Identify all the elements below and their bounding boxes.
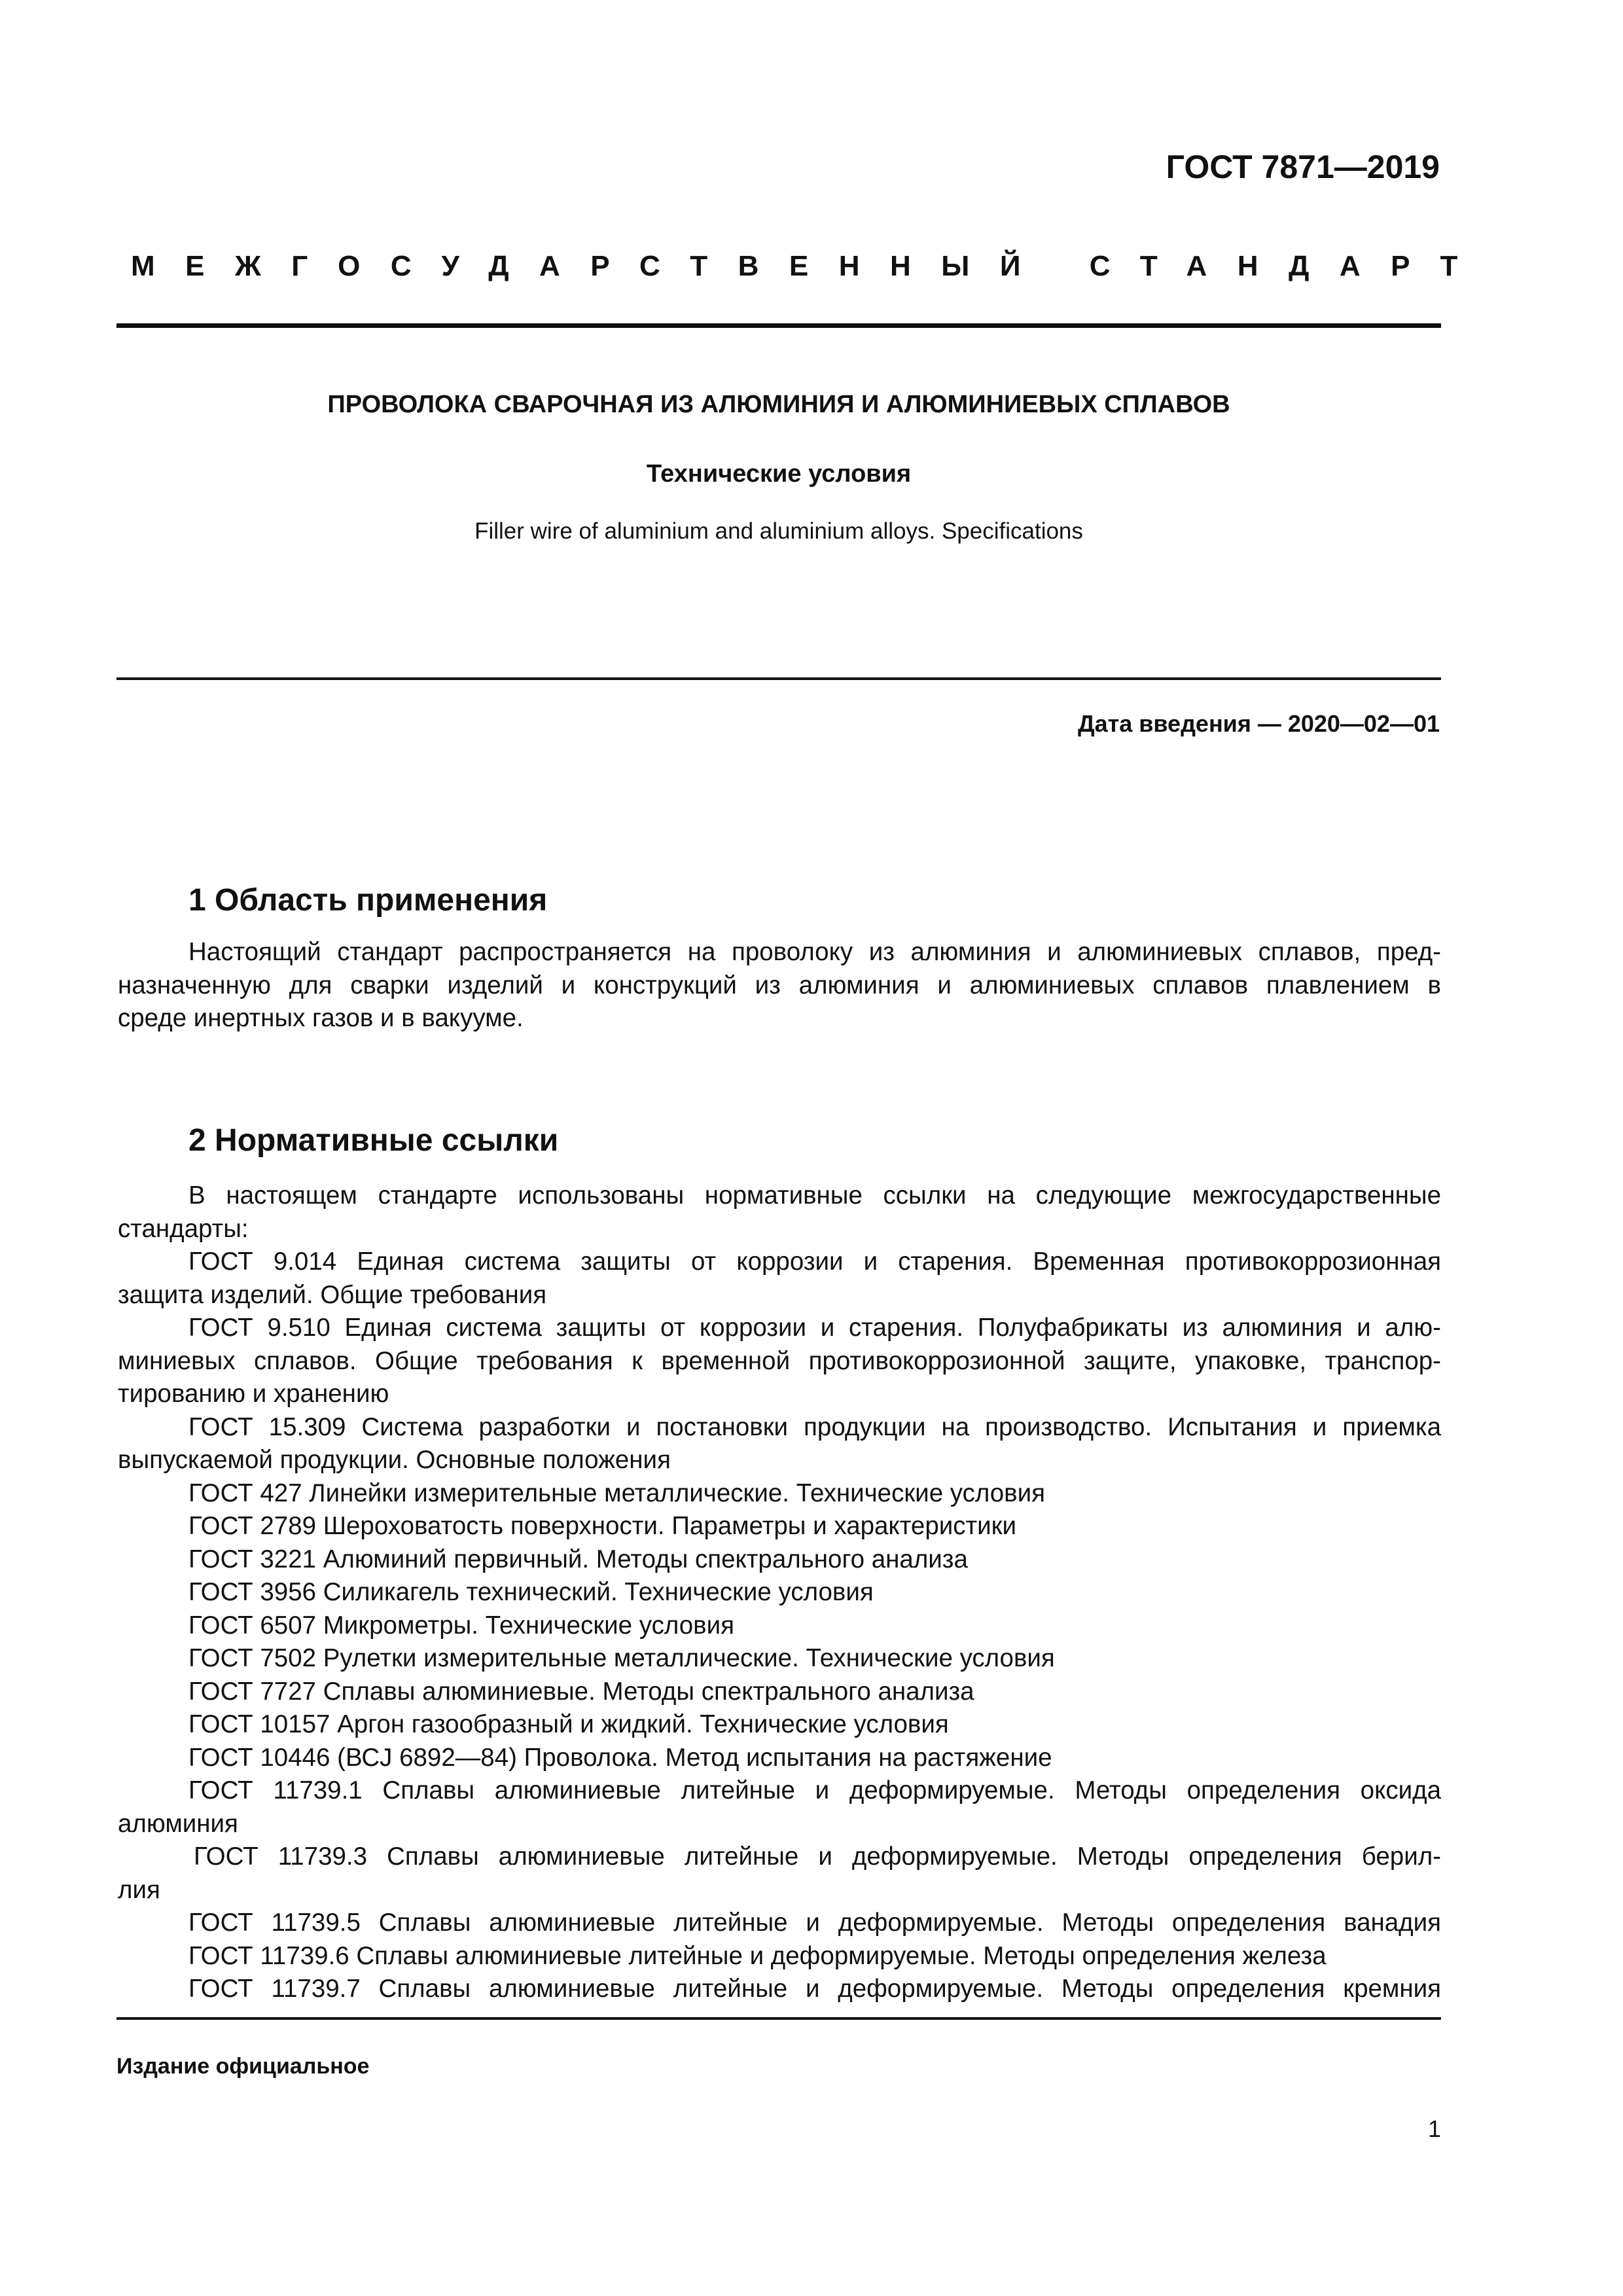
- text-line: миниевых сплавов. Общие требования к временной противокоррозионной защите, упаковке, транспор-: [118, 1346, 1441, 1375]
- document-subtitle: Технические условия: [646, 460, 912, 488]
- introduction-date: Дата введения — 2020—02—01: [1077, 710, 1440, 737]
- text-line: среде инертных газов и в вакууме.: [118, 1004, 524, 1032]
- section-1-paragraph: [118, 936, 1441, 1035]
- text-line: стандарты:: [118, 1214, 249, 1243]
- standard-kind: МЕЖГОСУДАРСТВЕННЫЙ СТАНДАРТ: [131, 250, 1488, 282]
- text-line: назначенную для сварки изделий и конструкций из алюминия и алюминиевых сплавов плавлением в: [118, 971, 1441, 999]
- reference-item: ГОСТ 9.014 Единая система защиты от коррозии и старения. Временная противокоррозионная: [188, 1247, 1441, 1276]
- reference-item: ГОСТ 11739.3 Сплавы алюминиевые литейные и деформируемые. Методы определения берил-: [194, 1842, 1441, 1871]
- reference-item: ГОСТ 3956 Силикагель технический. Технические условия: [188, 1578, 874, 1606]
- reference-item: ГОСТ 2789 Шероховатость поверхности. Параметры и характеристики: [188, 1512, 1016, 1540]
- edition-label: Издание официальное: [116, 2054, 370, 2079]
- reference-item: ГОСТ 10446 (ВСJ 6892—84) Проволока. Метод испытания на растяжение: [188, 1743, 1052, 1772]
- footer-rule: [116, 2017, 1441, 2020]
- reference-item: ГОСТ 11739.5 Сплавы алюминиевые литейные и деформируемые. Методы определения ванадия: [188, 1909, 1441, 1937]
- reference-item: ГОСТ 11739.7 Сплавы алюминиевые литейные и деформируемые. Методы определения кремния: [188, 1975, 1441, 2003]
- section-1-heading: 1 Область применения: [188, 883, 548, 918]
- text-line: Настоящий стандарт распространяется на проволоку из алюминия и алюминиевых сплавов, пред-: [188, 938, 1441, 966]
- reference-item: ГОСТ 15.309 Система разработки и постановки продукции на производство. Испытания и приемка: [188, 1412, 1441, 1441]
- document-title: ПРОВОЛОКА СВАРОЧНАЯ ИЗ АЛЮМИНИЯ И АЛЮМИНИЕВЫХ СПЛАВОВ: [327, 391, 1230, 418]
- title-rule: [116, 677, 1441, 680]
- reference-item: ГОСТ 11739.6 Сплавы алюминиевые литейные и деформируемые. Методы определения железа: [188, 1941, 1327, 1970]
- reference-item: ГОСТ 7727 Сплавы алюминиевые. Методы спектрального анализа: [188, 1677, 974, 1706]
- text-line: выпускаемой продукции. Основные положения: [118, 1446, 671, 1474]
- document-title-english: Filler wire of aluminium and aluminium alloys. Specifications: [474, 518, 1083, 544]
- normative-references-list: [118, 1179, 1441, 2006]
- reference-item: ГОСТ 427 Линейки измерительные металлические. Технические условия: [188, 1479, 1045, 1507]
- text-line: тированию и хранению: [118, 1380, 389, 1408]
- section-2-heading: 2 Нормативные ссылки: [188, 1123, 559, 1158]
- reference-item: ГОСТ 3221 Алюминий первичный. Методы спектрального анализа: [188, 1545, 968, 1573]
- reference-item: ГОСТ 10157 Аргон газообразный и жидкий. Технические условия: [188, 1710, 949, 1738]
- text-line: алюминия: [118, 1809, 238, 1838]
- reference-item: ГОСТ 7502 Рулетки измерительные металлические. Технические условия: [188, 1644, 1055, 1672]
- text-line: защита изделий. Общие требования: [118, 1280, 547, 1309]
- text-line: лия: [118, 1875, 160, 1904]
- header-rule: [116, 323, 1441, 328]
- standard-number: ГОСТ 7871—2019: [1166, 149, 1440, 185]
- reference-item: ГОСТ 11739.1 Сплавы алюминиевые литейные и деформируемые. Методы определения оксида: [188, 1776, 1441, 1804]
- reference-item: ГОСТ 6507 Микрометры. Технические условия: [188, 1611, 734, 1640]
- reference-item: ГОСТ 9.510 Единая система защиты от коррозии и старения. Полуфабрикаты из алюминия и алю-: [188, 1314, 1441, 1342]
- text-line: В настоящем стандарте использованы нормативные ссылки на следующие межгосударственные: [188, 1181, 1441, 1210]
- page-number: 1: [1427, 2115, 1441, 2142]
